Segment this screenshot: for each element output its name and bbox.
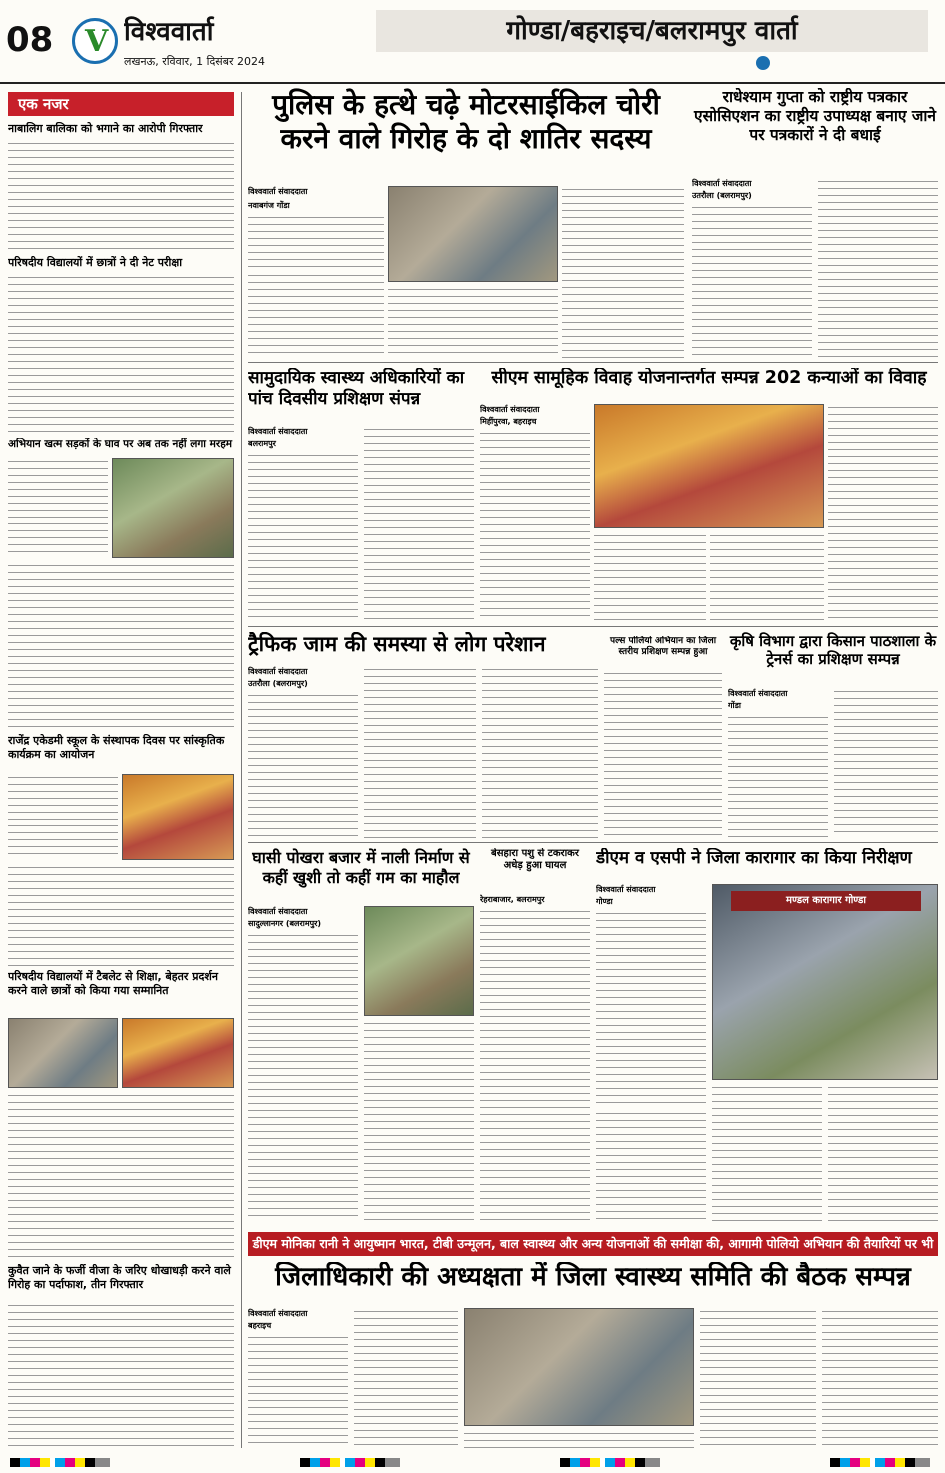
region-title: गोण्डा/बहराइच/बलरामपुर वार्ता — [376, 10, 928, 52]
article-text — [8, 1092, 234, 1260]
article-text — [594, 532, 706, 622]
section-rule — [248, 362, 938, 363]
health-officers-byline: विश्ववार्ता संवाददाता — [248, 427, 308, 436]
article-text — [8, 140, 234, 252]
agriculture-dateline: गोंडा — [728, 701, 741, 710]
article-text — [364, 1020, 474, 1222]
color-bar — [300, 1458, 400, 1467]
website[interactable] — [756, 54, 936, 76]
article-text — [248, 452, 358, 622]
meeting-photo — [464, 1308, 694, 1426]
health-committee-byline: विश्ववार्ता संवाददाता — [248, 1309, 308, 1318]
traffic-dateline: उतरौला (बलरामपुर) — [248, 679, 308, 688]
article-text — [822, 1308, 938, 1448]
jail-photo — [712, 884, 938, 1080]
article-text — [248, 272, 384, 358]
article-text — [828, 1084, 938, 1222]
article-text — [8, 562, 234, 730]
article-text — [482, 666, 598, 838]
vishwavarta-logo-icon — [72, 18, 118, 64]
article-text — [8, 822, 118, 860]
journalists-dateline: उतरौला (बलरामपुर) — [692, 191, 752, 200]
stray-cattle-dateline: रेहराबाजार, बलरामपुर — [480, 895, 545, 904]
journalists-byline: विश्ववार्ता संवाददाता — [692, 179, 752, 188]
article-text — [248, 1334, 348, 1448]
article-text — [8, 864, 234, 966]
brief-headline-1[interactable]: नाबालिग बालिका को भगाने का आरोपी गिरफ्तार — [8, 122, 203, 135]
article-text — [834, 688, 938, 838]
article-text — [700, 1308, 816, 1448]
dateline: लखनऊ, रविवार, 1 दिसंबर 2024 — [124, 55, 266, 68]
traffic-byline: विश्ववार्ता संवाददाता — [248, 667, 308, 676]
article-text — [8, 458, 108, 518]
drain-photo — [364, 906, 474, 1016]
brief-headline-2[interactable]: परिषदीय विद्यालयों में छात्रों ने दी नेट परीक्षा — [8, 256, 183, 269]
article-text — [354, 1308, 458, 1448]
lead-photo — [388, 186, 558, 282]
article-text — [388, 286, 558, 358]
jail-headline[interactable]: डीएम व एसपी ने जिला कारागार का किया निरीक्षण — [596, 848, 912, 868]
brief-headline-5[interactable]: परिषदीय विद्यालयों में टैबलेट से शिक्षा, बेहतर प्रदर्शन करने वाले छात्रों को किया गया सम्मानित — [8, 970, 218, 997]
section-rule — [248, 626, 938, 627]
traffic-headline[interactable]: ट्रैफिक जाम की समस्या से लोग परेशान — [248, 632, 546, 656]
students-photo-2 — [122, 1018, 234, 1088]
polio-headline[interactable]: पल्स पोलियो अभियान का जिला स्तरीय प्रशिक्षण सम्पन्न हुआ — [609, 636, 717, 657]
wedding-dateline: मिहींपुरवा, बहराइच — [480, 417, 537, 426]
health-committee-dateline: बहराइच — [248, 1321, 272, 1330]
article-text — [596, 910, 706, 1106]
journalists-headline[interactable]: राधेश्याम गुप्ता को राष्ट्रीय पत्रकार एसोसिएशन का राष्ट्रीय उपाध्यक्ष बनाए जाने पर पत्रकारों ने दी बधाई — [694, 88, 936, 144]
article-text — [248, 932, 358, 1222]
health-officers-dateline: बलरामपुर — [248, 439, 276, 448]
article-text — [248, 214, 384, 270]
color-bar — [830, 1458, 930, 1467]
color-bar — [10, 1458, 110, 1467]
health-officers-headline[interactable]: सामुदायिक स्वास्थ्य अधिकारियों का पांच दिवसीय प्रशिक्षण संपन्न — [248, 368, 465, 409]
article-text — [480, 430, 590, 622]
article-text — [562, 186, 684, 358]
drain-dateline: सादुल्लानगर (बलरामपुर) — [248, 919, 322, 928]
agriculture-headline[interactable]: कृषि विभाग द्वारा किसान पाठशाला के ट्रेनर्स का प्रशिक्षण सम्पन्न — [729, 632, 937, 669]
event-photo — [122, 774, 234, 860]
article-text — [364, 666, 476, 838]
article-text — [728, 714, 828, 838]
article-text — [8, 274, 234, 434]
article-text — [604, 670, 722, 838]
students-photo-1 — [8, 1018, 118, 1088]
article-text — [596, 1110, 706, 1222]
lead-byline: विश्ववार्ता संवाददाता — [248, 187, 308, 196]
wedding-byline: विश्ववार्ता संवाददाता — [480, 405, 540, 414]
jail-dateline: गोण्डा — [596, 897, 613, 906]
section-rule — [248, 842, 938, 843]
page-number: 08 — [6, 20, 54, 60]
article-text — [692, 204, 812, 358]
brand-name: विश्ववार्ता — [124, 17, 214, 47]
lead-headline[interactable]: पुलिस के हत्थे चढ़े मोटरसाईकिल चोरी करने वाले गिरोह के दो शातिर सदस्य — [272, 88, 660, 156]
wedding-photo — [594, 404, 824, 528]
article-text — [828, 404, 938, 622]
article-text — [712, 1084, 822, 1222]
article-text — [480, 908, 590, 1222]
article-text — [8, 520, 108, 558]
column-divider — [241, 92, 242, 1448]
masthead — [0, 0, 945, 84]
globe-icon — [756, 56, 770, 70]
drain-headline[interactable]: घासी पोखरा बजार में नाली निर्माण से कहीं खुशी तो कहीं गम का माहौल — [252, 848, 470, 887]
color-bar — [560, 1458, 660, 1467]
drain-byline: विश्ववार्ता संवाददाता — [248, 907, 308, 916]
article-text — [710, 532, 824, 622]
health-committee-headline[interactable]: जिलाधिकारी की अध्यक्षता में जिला स्वास्थ्य समिति की बैठक सम्पन्न — [275, 1262, 911, 1292]
wedding-headline[interactable]: सीएम सामूहिक विवाह योजनान्तर्गत सम्पन्न 202 कन्याओं का विवाह — [491, 368, 927, 388]
article-text — [8, 774, 118, 820]
jail-byline: विश्ववार्ता संवाददाता — [596, 885, 656, 894]
brief-headline-4[interactable]: राजेंद्र एकेडमी स्कूल के संस्थापक दिवस पर सांस्कृतिक कार्यक्रम का आयोजन — [8, 734, 225, 761]
road-photo — [112, 458, 234, 558]
brief-headline-6[interactable]: कुवैत जाने के फर्जी वीजा के जरिए धोखाधड़ी करने वाले गिरोह का पर्दाफाश, तीन गिरफ्तार — [8, 1264, 231, 1291]
article-text — [248, 692, 358, 838]
brief-headline-3[interactable]: अभियान खत्म सड़कों के घाव पर अब तक नहीं लगा मरहम — [8, 438, 233, 450]
review-banner[interactable]: डीएम मोनिका रानी ने आयुष्मान भारत, टीबी उन्मूलन, बाल स्वास्थ्य और अन्य योजनाओं की समीक्षा की, आगामी पोलियो अभियान की तैयारियों पर भी — [248, 1232, 938, 1256]
print-registration-strip — [0, 1452, 945, 1473]
article-text — [364, 426, 474, 622]
agriculture-byline: विश्ववार्ता संवाददाता — [728, 689, 788, 698]
stray-cattle-headline[interactable]: बेसहारा पशु से टकराकर अधेड़ हुआ घायल — [491, 848, 579, 872]
article-text — [464, 1430, 694, 1448]
section-label: एक नजर — [8, 92, 234, 116]
jail-sign: मण्डल कारागार गोण्डा — [731, 891, 921, 911]
article-text — [8, 1302, 234, 1448]
article-text — [818, 178, 938, 358]
lead-dateline: नवाबगंज गोंडा — [248, 201, 290, 210]
